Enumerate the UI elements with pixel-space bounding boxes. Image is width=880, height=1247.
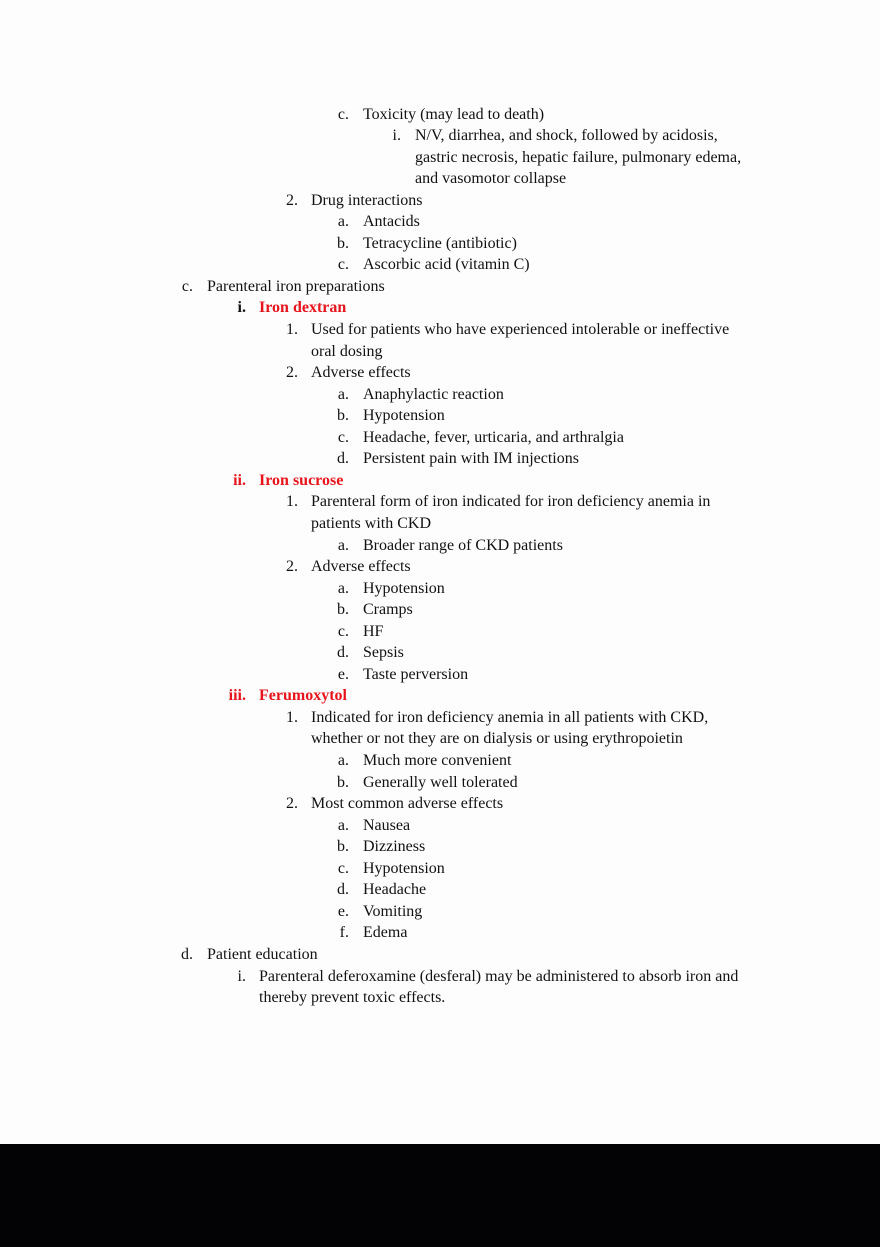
list-item-text: Taste perversion (363, 665, 469, 683)
list-item-text: Much more convenient (363, 752, 512, 769)
list-marker: e. (337, 902, 349, 920)
list-marker: a. (337, 213, 349, 231)
list-item-text: gastric necrosis, hepatic failure, pulmonary edema, (415, 148, 742, 166)
list-marker: b. (337, 838, 349, 856)
list-marker: i. (392, 127, 401, 145)
list-item-text: oral dosing (311, 342, 383, 360)
list-item-text: patients with CKD (311, 514, 431, 532)
list-marker: b. (337, 234, 349, 252)
list-marker: f. (339, 924, 349, 942)
list-marker: d. (181, 945, 193, 963)
list-item-text: Most common adverse effects (311, 795, 504, 813)
list-item-text: Antacids (363, 213, 420, 231)
list-item-text: HF (363, 622, 384, 640)
list-marker: b. (337, 601, 349, 619)
list-item-text: Patient education (207, 945, 318, 963)
list-marker: b. (337, 407, 349, 425)
list-item-text: Indicated for iron deficiency anemia in all patients with CKD, (311, 708, 709, 726)
list-marker: c. (337, 428, 349, 446)
list-item-text: Used for patients who have experienced intolerable or ineffective (311, 321, 730, 338)
list-item-text: Persistent pain with IM injections (363, 450, 579, 468)
list-marker: a. (337, 385, 349, 403)
list-item-text: Hypotension (363, 579, 445, 597)
list-item-text: Tetracycline (antibiotic) (363, 234, 517, 252)
list-item-text: Headache (363, 881, 427, 899)
list-marker: iii. (228, 687, 246, 705)
list-marker: a. (337, 752, 349, 769)
list-marker: c. (337, 105, 349, 123)
list-item-text: Generally well tolerated (363, 773, 518, 791)
list-marker: c. (337, 256, 349, 274)
list-marker: ii. (233, 471, 246, 489)
list-item-text: Sepsis (363, 644, 404, 662)
section-heading: Ferumoxytol (259, 687, 347, 705)
list-item-text: Toxicity (may lead to death) (363, 105, 545, 123)
list-item-text: Parenteral iron preparations (207, 277, 385, 295)
list-item-text: Drug interactions (311, 191, 423, 209)
list-marker: c. (337, 859, 349, 877)
list-item-text: Hypotension (363, 407, 445, 425)
list-item-text: Adverse effects (311, 558, 411, 576)
list-item-text: Nausea (363, 816, 411, 834)
list-item-text: Vomiting (363, 902, 423, 920)
list-marker: c. (181, 277, 193, 295)
list-marker: 2. (286, 558, 298, 576)
list-marker: i. (237, 967, 246, 985)
section-heading: Iron dextran (259, 299, 347, 317)
list-marker: 2. (286, 795, 298, 813)
list-item-text: Hypotension (363, 859, 445, 877)
list-marker: i. (237, 299, 246, 317)
list-marker: b. (337, 773, 349, 791)
list-marker: 1. (286, 493, 298, 511)
list-marker: e. (337, 665, 349, 683)
list-marker: d. (337, 450, 349, 468)
list-item-text: Broader range of CKD patients (363, 536, 563, 554)
list-item-text: N/V, diarrhea, and shock, followed by acidosis, (415, 127, 718, 145)
list-marker: a. (337, 579, 349, 597)
list-marker: a. (337, 536, 349, 554)
list-item-text: Cramps (363, 601, 413, 619)
list-marker: d. (337, 881, 349, 899)
list-item-text: Edema (363, 924, 408, 942)
list-item-text: Parenteral form of iron indicated for iron deficiency anemia in (311, 493, 711, 511)
list-marker: 2. (286, 364, 298, 382)
list-item-text: Dizziness (363, 838, 426, 856)
list-item-text: Parenteral deferoxamine (desferal) may be administered to absorb iron and (259, 967, 739, 985)
list-item-text: Headache, fever, urticaria, and arthralgia (363, 428, 624, 446)
list-marker: a. (337, 816, 349, 834)
list-marker: 1. (286, 708, 298, 726)
list-marker: 1. (286, 321, 298, 338)
list-item-text: Adverse effects (311, 364, 411, 382)
list-item-text: Anaphylactic reaction (363, 385, 504, 403)
list-marker: 2. (286, 191, 298, 209)
bottom-black-bar (0, 1144, 880, 1247)
list-item-text: Ascorbic acid (vitamin C) (363, 256, 530, 274)
list-item-text: thereby prevent toxic effects. (259, 989, 446, 1007)
section-heading: Iron sucrose (259, 471, 344, 489)
list-marker: d. (337, 644, 349, 662)
list-item-text: and vasomotor collapse (415, 170, 567, 188)
list-item-text: whether or not they are on dialysis or using erythropoietin (311, 730, 683, 748)
list-marker: c. (337, 622, 349, 640)
